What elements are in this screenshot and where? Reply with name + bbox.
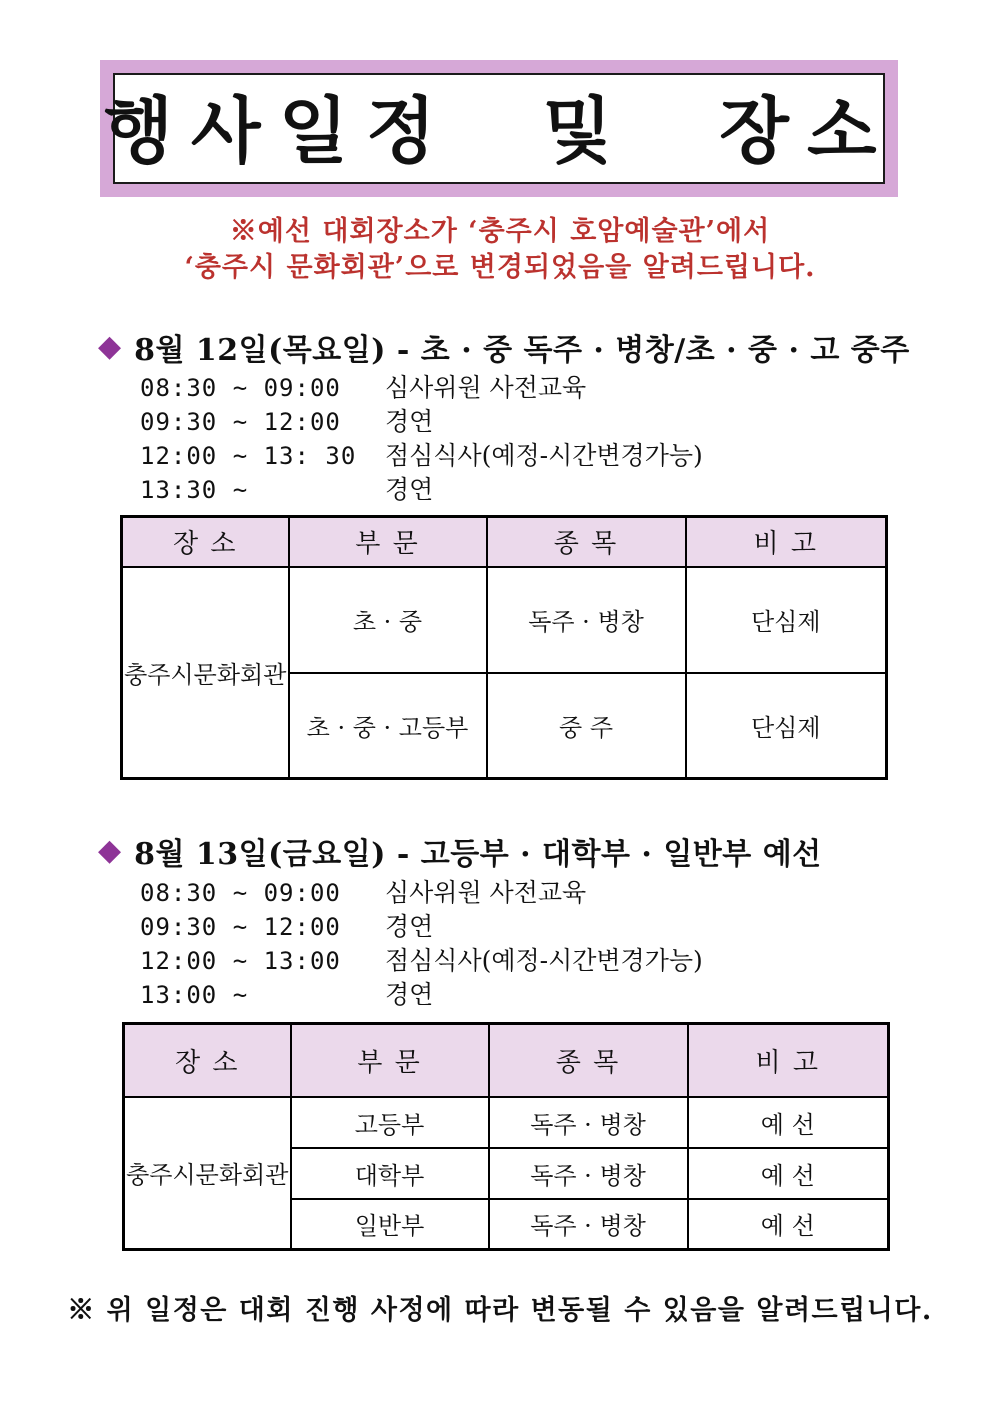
- section-2-table: [122, 1022, 890, 1251]
- division-cell: 대학부: [291, 1148, 489, 1199]
- division-cell: 초 · 중: [289, 567, 487, 673]
- schedule-time: 08:30 ~ 09:00: [140, 374, 341, 402]
- schedule-time: 08:30 ~ 09:00: [140, 879, 341, 907]
- category-cell: 독주 · 병창: [489, 1199, 688, 1250]
- diamond-bullet-icon: ◆: [98, 833, 122, 868]
- category-cell: 독주 · 병창: [489, 1148, 688, 1199]
- section-1-heading-text: 8월 12일(목요일) - 초 · 중 독주 · 병창/초 · 중 · 고 중주: [134, 333, 910, 368]
- venue-change-notice: [0, 214, 1000, 286]
- section-1-schedule: [140, 371, 703, 507]
- category-cell: 중 주: [487, 673, 686, 779]
- table-row: [122, 567, 887, 673]
- table-header-row: [122, 517, 887, 567]
- category-cell: 독주 · 병창: [489, 1097, 688, 1148]
- division-cell: 고등부: [291, 1097, 489, 1148]
- note-cell: 예 선: [688, 1097, 889, 1148]
- col-header-note: 비 고: [686, 517, 887, 567]
- section-2-heading: [98, 829, 822, 873]
- section-2-heading-text: 8월 13일(금요일) - 고등부 · 대학부 · 일반부 예선: [134, 837, 822, 872]
- notice-line-2: ‘충주시 문화회관’으로 변경되었음을 알려드립니다.: [184, 252, 816, 283]
- section-2-schedule: [140, 876, 703, 1012]
- notice-line-1: ※예선 대회장소가 ‘충주시 호암예술관’에서: [229, 216, 771, 247]
- col-header-category: 종 목: [489, 1024, 688, 1097]
- schedule-activity: 경연: [385, 980, 434, 1009]
- title-inner-border: [103, 73, 895, 184]
- schedule-activity: 경연: [385, 912, 434, 941]
- note-cell: 단심제: [686, 567, 887, 673]
- footer-note: ※ 위 일정은 대회 진행 사정에 따라 변동될 수 있음을 알려드립니다.: [67, 1295, 933, 1326]
- note-cell: 예 선: [688, 1148, 889, 1199]
- schedule-activity: 경연: [385, 407, 434, 436]
- section-1-heading: [98, 325, 910, 369]
- schedule-time: 09:30 ~ 12:00: [140, 913, 341, 941]
- schedule-activity: 경연: [385, 475, 434, 504]
- division-cell: 일반부: [291, 1199, 489, 1250]
- schedule-activity: 점심식사(예정-시간변경가능): [385, 441, 703, 470]
- page-title: 행사일정 및 장소: [103, 87, 895, 173]
- venue-cell: 충주시문화회관: [122, 567, 289, 779]
- col-header-division: 부 문: [289, 517, 487, 567]
- division-cell: 초 · 중 · 고등부: [289, 673, 487, 779]
- col-header-category: 종 목: [487, 517, 686, 567]
- diamond-bullet-icon: ◆: [98, 329, 122, 364]
- schedule-activity: 심사위원 사전교육: [385, 878, 587, 907]
- schedule-activity: 심사위원 사전교육: [385, 373, 587, 402]
- col-header-division: 부 문: [291, 1024, 489, 1097]
- title-frame: [100, 60, 898, 197]
- category-cell: 독주 · 병창: [487, 567, 686, 673]
- table-header-row: [124, 1024, 889, 1097]
- note-cell: 예 선: [688, 1199, 889, 1250]
- venue-cell: 충주시문화회관: [124, 1097, 291, 1250]
- table-row: [124, 1097, 889, 1148]
- schedule-time: 12:00 ~ 13:00: [140, 947, 341, 975]
- note-cell: 단심제: [686, 673, 887, 779]
- schedule-time: 13:30 ~: [140, 476, 249, 504]
- schedule-time: 12:00 ~ 13: 30: [140, 442, 357, 470]
- col-header-note: 비 고: [688, 1024, 889, 1097]
- schedule-time: 13:00 ~: [140, 981, 249, 1009]
- col-header-place: 장 소: [124, 1024, 291, 1097]
- col-header-place: 장 소: [122, 517, 289, 567]
- schedule-time: 09:30 ~ 12:00: [140, 408, 341, 436]
- section-1-table: [120, 515, 888, 780]
- schedule-activity: 점심식사(예정-시간변경가능): [385, 946, 703, 975]
